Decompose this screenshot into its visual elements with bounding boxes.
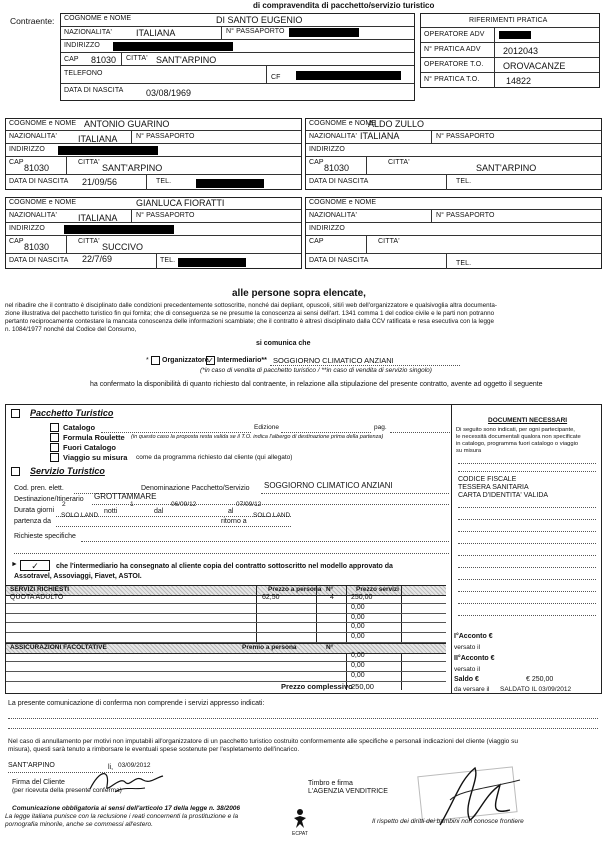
person-nome: ALDO ZULLO: [368, 119, 425, 129]
contraente-label: Contraente:: [10, 16, 55, 26]
documenti-text: su misura: [456, 448, 482, 454]
assicurazioni-header: ASSICURAZIONI FACOLTATIVE: [10, 644, 107, 651]
documenti-text: Di seguito sono indicati, per ogni partecipante,: [456, 427, 575, 433]
person-nascita-label: DATA DI NASCITA: [9, 178, 69, 185]
contraente-nazionalita-label: NAZIONALITA': [64, 29, 112, 36]
assicurazione-total: 0,00: [351, 652, 365, 659]
documenti-item: CODICE FISCALE: [458, 476, 517, 483]
person-indirizzo-label: INDIRIZZO: [9, 146, 45, 153]
table-row: [6, 662, 446, 672]
contraente-cf-label: CF: [271, 74, 281, 81]
person-box: [5, 118, 302, 190]
person-cap: 81030: [24, 242, 50, 252]
person-nascita-label: DATA DI NASCITA: [309, 257, 369, 264]
servizio-total: 0,00: [351, 623, 365, 631]
contraente-cap-label: CAP: [64, 56, 79, 63]
person-citta-label: CITTA': [78, 159, 100, 166]
contraente-passaporto-label: N° PASSAPORTO: [226, 28, 285, 35]
agenzia-label: L'AGENZIA VENDITRICE: [308, 788, 388, 795]
cod-label: Cod. pren. elett.: [14, 485, 64, 492]
ritorno-label: ritorno a: [221, 518, 247, 525]
person-citta-label: CITTA': [378, 238, 400, 245]
table-row: [6, 633, 446, 643]
contraente-citta-label: CITTA': [126, 55, 148, 62]
person-box: [305, 197, 602, 269]
redaction: [499, 31, 531, 39]
redaction: [289, 28, 359, 37]
rispetto-text: Il rispetto dei diritti dei bambini non conosce frontiere: [372, 818, 524, 825]
assicurazioni-header: N°: [326, 644, 334, 651]
person-box: [305, 118, 602, 190]
consegnato-text: che l'intermediario ha consegnato al cliente copia del contratto sottoscritto nel modello approvato da: [56, 563, 393, 570]
table-row: [6, 614, 446, 624]
person-nazionalita: ITALIANA: [78, 213, 118, 223]
riferimenti-value: 2012043: [503, 46, 539, 56]
person-cap-label: CAP: [9, 238, 24, 245]
person-nazionalita-label: NAZIONALITA': [9, 133, 57, 140]
person-cap: 81030: [24, 163, 50, 173]
contraente-nascita: 03/08/1969: [146, 88, 192, 98]
timbro-label: Timbro e firma: [308, 780, 353, 787]
assicurazione-total: 0,00: [351, 672, 365, 679]
person-cap-label: CAP: [309, 159, 324, 166]
person-passaporto-label: N° PASSAPORTO: [136, 212, 195, 219]
intermediario-value: SOGGIORNO CLIMATICO ANZIANI: [273, 356, 394, 365]
person-tel-label: TEL.: [456, 260, 472, 267]
notti-value: 1: [130, 501, 134, 508]
li-label: li,: [108, 764, 114, 771]
documenti-item: TESSERA SANITARIA: [458, 484, 529, 491]
riferimenti-label: N° PRATICA ADV: [424, 46, 481, 53]
firma-cliente-note: (per ricevuta della presente conferma): [12, 787, 122, 794]
person-citta: SANT'ARPINO: [102, 163, 163, 173]
servizi-header: Prezzo a persona: [268, 586, 322, 593]
assicurazione-total: 0,00: [351, 662, 365, 669]
durata-value: 2: [62, 501, 66, 508]
catalogo-checkbox[interactable]: [50, 423, 59, 432]
servizio-total: 0,00: [351, 613, 365, 621]
redaction: [196, 179, 264, 188]
richieste-label: Richieste specifiche: [14, 533, 76, 540]
ecpat-logo-text: ECPAT: [292, 831, 308, 837]
complessivo-value: 250,00: [351, 682, 374, 691]
servizio-title: Servizio Turistico: [30, 466, 105, 476]
contraente-nazionalita: ITALIANA: [136, 28, 176, 38]
header-subtitle: di compravendita di pacchetto/servizio turistico: [253, 1, 435, 10]
notti-label: notti: [104, 508, 118, 515]
partenza-label: partenza da: [14, 518, 51, 525]
body-heading: alle persone sopra elencate,: [232, 288, 366, 299]
misura-note: come da programma richiesto dal cliente (qui allegato): [136, 454, 293, 461]
si-comunica: si comunica che: [256, 340, 311, 347]
assicurazioni-header: Premio a persona: [242, 644, 297, 651]
person-cap-label: CAP: [309, 238, 324, 245]
legge-text: La legge italiana punisce con la reclusione i reati concernenti la prostituzione e la: [5, 813, 239, 820]
cliente-signature: [85, 764, 170, 799]
table-row: [6, 604, 446, 614]
servizi-header: N°: [326, 586, 334, 593]
versare-label: da versare il: [454, 686, 490, 693]
person-indirizzo-label: INDIRIZZO: [309, 146, 345, 153]
consegnato-checkbox[interactable]: ✓: [20, 560, 50, 571]
arrow-icon: ►: [11, 561, 18, 568]
riferimenti-label: N° PRATICA T.O.: [424, 76, 480, 83]
acconto1-label: I°Acconto €: [454, 633, 493, 640]
dal-value: 06/09/12: [171, 501, 197, 508]
person-box: [5, 197, 302, 269]
riferimenti-title: RIFERIMENTI PRATICA: [469, 17, 548, 24]
formula-checkbox[interactable]: [50, 433, 59, 442]
documenti-text: le necessità documentali qualora non specificate: [456, 434, 581, 440]
intermediario-checkbox[interactable]: ✓: [207, 356, 214, 365]
ritorno-value: SOLO LAND: [253, 512, 291, 519]
firma-cliente-label: Firma del Cliente: [12, 779, 65, 786]
person-nazionalita: ITALIANA: [78, 134, 118, 144]
partenza-value: SOLO LAND: [61, 512, 99, 519]
table-row: [6, 594, 446, 604]
documenti-title: DOCUMENTI NECESSARI: [488, 417, 568, 424]
redaction: [296, 71, 401, 80]
saldo-label: Saldo €: [454, 676, 479, 683]
servizi-header: Prezzo servizi: [356, 586, 399, 593]
person-citta: SUCCIVO: [102, 242, 144, 252]
person-tel-label: TEL.: [456, 178, 472, 185]
person-nazionalita-label: NAZIONALITA': [309, 212, 357, 219]
servizio-n: 4: [330, 594, 334, 601]
riferimenti-label: OPERATORE T.O.: [424, 61, 484, 68]
person-nome-label: COGNOME e NOME: [309, 199, 377, 206]
denominazione-label: Denominazione Pacchetto/Servizio: [141, 485, 250, 492]
redaction: [113, 42, 233, 51]
person-nascita-label: DATA DI NASCITA: [9, 257, 69, 264]
person-nazionalita: ITALIANA: [360, 131, 400, 141]
destinazione-label: Destinazione/Itinerario: [14, 496, 84, 503]
table-row: [6, 672, 446, 682]
associazioni-text: Assotravel, Assoviaggi, Fiavet, ASTOI.: [14, 573, 142, 580]
person-nascita-label: DATA DI NASCITA: [309, 178, 369, 185]
body-paragraph: zione illustrativa del pacchetto turistico fin qui fornita; che di conseguenza se ne presume la conoscenza ai sensi dell'art. 1341 comma 1 del codice civile e le parti non potranno: [5, 310, 495, 317]
table-row: [6, 652, 446, 662]
contraente-nome: DI SANTO EUGENIO: [216, 15, 303, 25]
servizio-price: 62,50: [262, 594, 280, 601]
versato2-label: versato il: [454, 666, 481, 673]
catalogo-label: Catalogo: [63, 423, 96, 432]
organizzatore-checkbox[interactable]: [151, 356, 160, 365]
saldo-value: € 250,00: [526, 676, 554, 683]
versato1-label: versato il: [454, 644, 481, 651]
service-box: [5, 404, 602, 694]
redaction: [58, 146, 158, 155]
contraente-nascita-label: DATA DI NASCITA: [64, 87, 124, 94]
person-nazionalita-label: NAZIONALITA': [9, 212, 57, 219]
al-label: al: [228, 508, 234, 515]
denominazione-value: SOGGIORNO CLIMATICO ANZIANI: [264, 481, 393, 490]
riferimenti-label: OPERATORE ADV: [424, 31, 485, 38]
misura-checkbox[interactable]: [50, 453, 59, 462]
contraente-nome-label: COGNOME e NOME: [64, 15, 132, 22]
body-paragraph: nel ribadire che il contratto è disciplinato dalle condizioni precedentemente sottoscritte, nonché dai depliant, opuscoli, siti/i web dell'organizzatore e qualsivoglia altra documenta-: [5, 302, 497, 309]
asterisk: *: [146, 357, 149, 364]
pacchetto-title: Pacchetto Turistico: [30, 408, 114, 418]
person-nome-label: COGNOME e NOME: [9, 120, 77, 127]
contraente-citta: SANT'ARPINO: [156, 55, 217, 65]
legge-text: Comunicazione obbligatoria ai sensi dell'articolo 17 della legge n. 38/2006: [12, 805, 241, 812]
pacchetto-checkbox[interactable]: [11, 409, 20, 418]
riferimenti-value: OROVACANZE: [503, 61, 566, 71]
data-value: 03/09/2012: [118, 762, 151, 769]
servizio-total: 250,00: [351, 594, 373, 601]
person-passaporto-label: N° PASSAPORTO: [136, 133, 195, 140]
intermediario-label: Intermediario**: [217, 357, 267, 364]
body-paragraph: pertanto reciprocamente contestare la mancata conoscenza delle informazioni scambiate; che il contratto è altresì disciplinato dalla CCV ratificata e resa esecutiva con la legge: [5, 318, 494, 325]
servizio-total: 0,00: [351, 633, 365, 641]
servizio-name: QUOTA ADULTO: [10, 594, 64, 601]
durata-label: Durata giorni: [14, 507, 55, 514]
person-tel-label: TEL.: [160, 257, 176, 264]
formula-note: (in questo caso la proposta resta valida se il T.O. indica l'albergo di destinazione prima della partenza): [131, 434, 384, 440]
person-nazionalita-label: NAZIONALITA': [309, 133, 357, 140]
organizzatore-label: Organizzatore: [162, 357, 209, 364]
servizi-header: SERVIZI RICHIESTI: [10, 586, 70, 593]
servizio-checkbox[interactable]: [11, 467, 20, 476]
contraente-box: [60, 13, 415, 101]
person-nome-label: COGNOME e NOME: [9, 199, 77, 206]
annullamento-text: Nel caso di annullamento per motivi non imputabili all'organizzatore di un pacchetto turistico costruito conformemente alle specifiche e personali indicazioni del cliente (viaggio su: [8, 738, 518, 745]
complessivo-label: Prezzo complessivo: [281, 682, 353, 691]
ecpat-logo-icon: [290, 808, 310, 830]
person-nome: GIANLUCA FIORATTI: [136, 198, 225, 208]
riferimenti-value: 14822: [506, 76, 532, 86]
person-nome: ANTONIO GUARINO: [84, 119, 170, 129]
pag-label: pag.: [374, 424, 387, 431]
redaction: [178, 258, 246, 267]
servizio-total: 0,00: [351, 603, 365, 611]
documenti-item: CARTA D'IDENTITA' VALIDA: [458, 492, 549, 499]
redaction: [64, 225, 174, 234]
legge-text: pornografia minorile, anche se commessi all'estero.: [5, 821, 153, 828]
person-cap: 81030: [324, 163, 350, 173]
documenti-text: in catalogo, programma fuori catalogo o viaggio: [456, 441, 579, 447]
versare-value: SALDATO IL 03/09/2012: [500, 686, 572, 693]
person-passaporto-label: N° PASSAPORTO: [436, 133, 495, 140]
contraente-telefono-label: TELEFONO: [64, 70, 103, 77]
dal-label: dal: [154, 508, 164, 515]
acconto2-label: II°Acconto €: [454, 655, 495, 662]
confermato-text: ha confermato la disponibilità di quanto richiesto dal contraente, in relazione alla stipulazione del presente contratto, avente ad oggetto il seguente: [90, 381, 543, 388]
person-nascita: 22/7/69: [82, 254, 113, 264]
intermediario-note: (*in caso di vendita di pacchetto turistico / **in caso di vendita di servizio singolo): [200, 367, 432, 374]
fuori-label: Fuori Catalogo: [63, 443, 116, 452]
misura-label: Viaggio su misura: [63, 453, 128, 462]
person-citta-label: CITTA': [78, 238, 100, 245]
luogo: SANT'ARPINO: [8, 762, 55, 769]
person-tel-label: TEL.: [156, 178, 172, 185]
person-nome-label: COGNOME e NOME: [309, 120, 377, 127]
table-row: [6, 623, 446, 633]
person-indirizzo-label: INDIRIZZO: [309, 225, 345, 232]
al-value: 07/09/12: [236, 501, 262, 508]
body-paragraph: n. 1084/1977 nonché dal Codice del Consumo,: [5, 326, 137, 333]
formula-label: Formula Roulette: [63, 433, 125, 442]
riferimenti-box: [420, 13, 600, 88]
person-passaporto-label: N° PASSAPORTO: [436, 212, 495, 219]
person-citta: SANT'ARPINO: [476, 163, 537, 173]
person-indirizzo-label: INDIRIZZO: [9, 225, 45, 232]
annullamento-text: misura), questi sarà tenuto a rimborsare le eventuali spese sostenute per l'espletamento dell'incarico.: [8, 746, 300, 753]
destinazione-value: GROTTAMMARE: [94, 492, 157, 501]
fuori-checkbox[interactable]: [50, 443, 59, 452]
servizi-non-text: La presente comunicazione di conferma non comprende i servizi appresso indicati:: [8, 700, 265, 707]
contraente-indirizzo-label: INDIRIZZO: [64, 42, 100, 49]
contraente-cap: 81030: [91, 55, 117, 65]
person-citta-label: CITTA': [388, 159, 410, 166]
person-nascita: 21/09/56: [82, 177, 118, 187]
edizione-label: Edizione: [254, 424, 279, 431]
person-cap-label: CAP: [9, 159, 24, 166]
